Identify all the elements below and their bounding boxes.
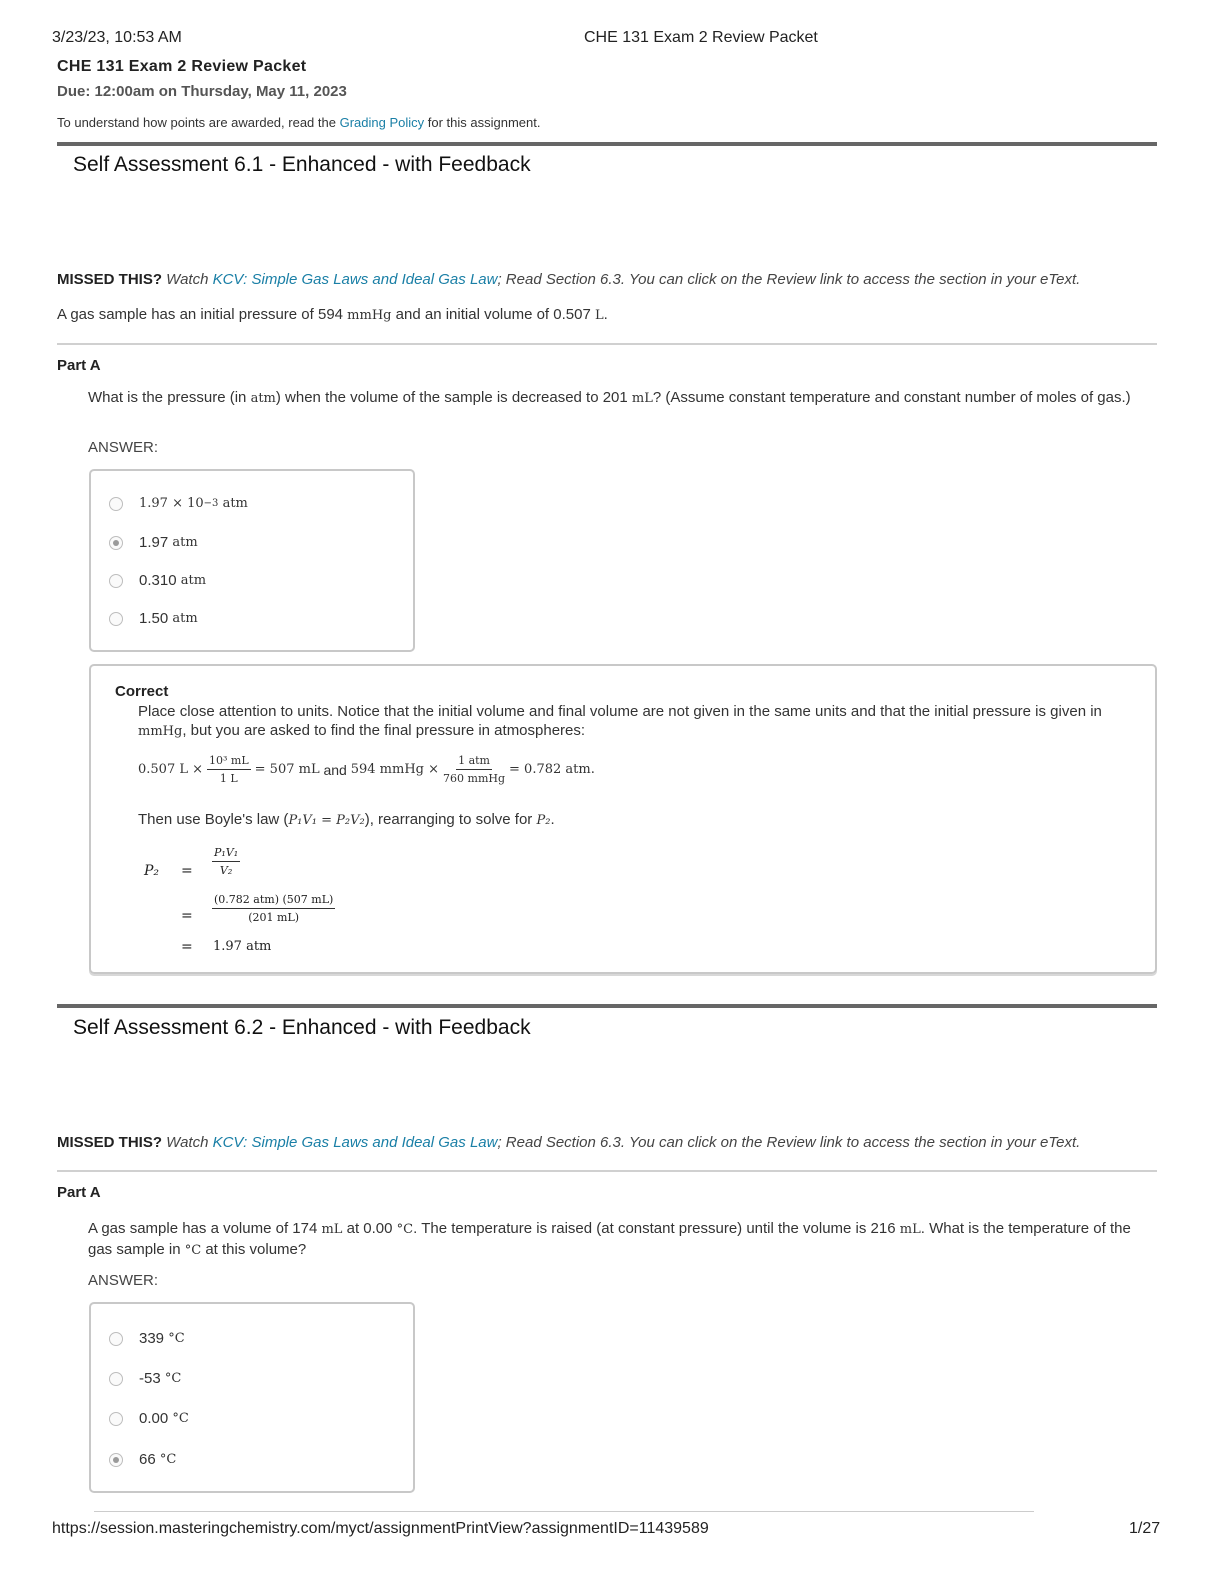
radio-button[interactable] [109, 574, 123, 588]
answer-label: ANSWER: [88, 439, 159, 456]
question-part: A gas sample has a volume of 174 [88, 1220, 322, 1237]
answer-choice[interactable] [109, 495, 248, 512]
problem-intro [57, 306, 608, 323]
unit-ml: mL [321, 1222, 343, 1237]
question-part: ? (Assume constant temperature and constant number of moles of gas.) [652, 389, 1131, 406]
kcv-video-link[interactable]: KCV: Simple Gas Laws and Ideal Gas Law [212, 1134, 498, 1151]
feedback-part: , but you are asked to find the final pressure in atmospheres: [182, 722, 586, 739]
question-part: ) when the volume of the sample is decreased to 201 [275, 389, 632, 406]
answer-label: ANSWER: [88, 1272, 159, 1289]
conv1-denominator: 1 L [219, 772, 238, 785]
choice-unit: °C [172, 1411, 189, 1426]
conv1-fraction [207, 754, 251, 785]
question-part: . The temperature is raised (at constant pressure) until the volume is 216 [413, 1220, 900, 1237]
boyle-part: Then use Boyle's law ( [138, 811, 289, 828]
choice-unit: °C [164, 1371, 182, 1386]
radio-button[interactable] [109, 612, 123, 626]
assignment-title: CHE 131 Exam 2 Review Packet [57, 58, 307, 75]
feedback-text [138, 702, 1143, 741]
p2-symbol: P₂ [144, 863, 160, 879]
policy-suffix: for this assignment. [424, 115, 541, 130]
conv1-lhs: 0.507 L × [138, 762, 204, 777]
choice-unit: °C [168, 1331, 185, 1346]
unit-conversion [138, 754, 595, 785]
radio-button-selected[interactable] [109, 1453, 123, 1467]
choice-value: 66 [139, 1451, 156, 1468]
equals-sign: = [181, 908, 193, 924]
choice-unit: atm [172, 535, 198, 550]
answer-choice[interactable] [109, 1330, 185, 1347]
conv1-numerator: 10³ mL [207, 754, 251, 770]
unit-ml: mL [899, 1222, 921, 1237]
choice-unit: atm [180, 573, 207, 588]
intro-text: and an initial volume of 0.507 [391, 306, 595, 323]
equals-sign: = [181, 939, 193, 955]
radio-button[interactable] [109, 1372, 123, 1386]
step1-denominator: V₂ [219, 864, 233, 877]
missed-watch: Watch [162, 1134, 213, 1151]
choice-value: 0.310 [139, 572, 177, 589]
part-divider [57, 343, 1157, 345]
conv2-lhs: 594 mmHg × [350, 762, 440, 777]
boyle-part: . [550, 811, 555, 828]
conv2-numerator: 1 atm [456, 754, 492, 770]
print-datetime: 3/23/23, 10:53 AM [52, 29, 182, 46]
boyle-part: ), rearranging to solve for [364, 811, 537, 828]
choice-unit: atm [172, 611, 198, 626]
final-answer: 1.97 atm [213, 939, 272, 954]
part-a-label: Part A [57, 357, 101, 374]
step1-numerator: P₁V₁ [212, 846, 240, 862]
question-part: at 0.00 [342, 1220, 397, 1237]
answer-choice[interactable] [109, 1410, 189, 1427]
unit-mmhg: mmHg [347, 308, 392, 323]
choice-exponent: −3 [203, 498, 219, 509]
answer-choice[interactable] [109, 1451, 176, 1468]
unit-ml: mL [631, 391, 653, 406]
grading-policy-link[interactable]: Grading Policy [339, 115, 425, 130]
step2-numerator: (0.782 atm) (507 mL) [212, 893, 335, 909]
equals-sign: = [181, 863, 193, 879]
answer-choice[interactable] [109, 1370, 181, 1387]
unit-celsius: °C [184, 1243, 202, 1258]
due-date: Due: 12:00am on Thursday, May 11, 2023 [57, 83, 347, 100]
conv1-result: = 507 mL [254, 762, 320, 777]
footer-divider [94, 1511, 1034, 1512]
answer-choice[interactable] [109, 572, 206, 589]
missed-watch: Watch [162, 271, 213, 288]
print-doc-title: CHE 131 Exam 2 Review Packet [584, 29, 818, 46]
radio-button[interactable] [109, 1332, 123, 1346]
radio-button[interactable] [109, 1412, 123, 1426]
choice-unit: atm [222, 496, 248, 511]
missed-this-note [57, 271, 1080, 288]
question-part: at this volume? [201, 1241, 307, 1258]
radio-button-selected[interactable] [109, 536, 123, 550]
question-text [88, 1219, 1148, 1261]
answer-choices [89, 469, 415, 652]
feedback-status: Correct [115, 683, 169, 700]
answer-choices [89, 1302, 415, 1493]
page-number: 1/27 [1129, 1520, 1161, 1537]
section-divider [57, 1004, 1157, 1008]
unit-atm: atm [250, 391, 276, 406]
conv2-result: = 0.782 atm. [509, 762, 595, 777]
answer-choice[interactable] [109, 610, 198, 627]
conv2-denominator: 760 mmHg [443, 772, 506, 785]
choice-value: 0.00 [139, 1410, 169, 1427]
choice-value: 1.50 [139, 610, 169, 627]
missed-rest: ; Read Section 6.3. You can click on the Review link to access the section in your eText. [497, 1134, 1081, 1151]
unit-celsius: °C [396, 1222, 414, 1237]
unit-l: L [594, 308, 604, 323]
conv-and: and [319, 761, 351, 778]
choice-value: -53 [139, 1370, 161, 1387]
part-a-label: Part A [57, 1184, 101, 1201]
boyle-equation: P₁V₁ = P₂V₂ [288, 813, 365, 828]
choice-unit: °C [159, 1452, 177, 1467]
choice-value: 339 [139, 1330, 165, 1347]
choice-value: 1.97 [139, 534, 169, 551]
radio-button[interactable] [109, 497, 123, 511]
kcv-video-link[interactable]: KCV: Simple Gas Laws and Ideal Gas Law [212, 271, 498, 288]
section-title-6-2: Self Assessment 6.2 - Enhanced - with Feedback [73, 1016, 531, 1039]
conv2-fraction [443, 754, 505, 785]
intro-text: . [603, 306, 608, 323]
question-part: . What is the temperature of the gas sample in [88, 1220, 1131, 1258]
answer-choice[interactable] [109, 534, 198, 551]
unit-mmhg: mmHg [138, 724, 183, 739]
grading-policy-note [57, 115, 540, 130]
question-part: What is the pressure (in [88, 389, 251, 406]
missed-this-label: MISSED THIS? [57, 271, 163, 288]
step1-fraction [208, 846, 244, 877]
choice-value: 1.97 × 10 [139, 496, 204, 511]
missed-rest: ; Read Section 6.3. You can click on the Review link to access the section in your eText. [497, 271, 1081, 288]
boyle-law-text [138, 810, 1143, 830]
step2-fraction [208, 893, 339, 924]
print-url: https://session.masteringchemistry.com/myct/assignmentPrintView?assignmentID=11439589 [52, 1520, 709, 1537]
feedback-part: Place close attention to units. Notice that the initial volume and final volume are not given in the same units and that the initial pressure is given in [138, 703, 1102, 720]
part-divider [57, 1170, 1157, 1172]
step2-denominator: (201 mL) [248, 911, 300, 924]
intro-text: A gas sample has an initial pressure of 594 [57, 306, 348, 323]
boyle-variable: P₂ [536, 813, 551, 828]
missed-this-note [57, 1134, 1080, 1151]
section-divider [57, 142, 1157, 146]
missed-this-label: MISSED THIS? [57, 1134, 163, 1151]
section-title-6-1: Self Assessment 6.1 - Enhanced - with Feedback [73, 153, 531, 176]
question-text [88, 388, 1148, 409]
policy-prefix: To understand how points are awarded, read the [57, 115, 340, 130]
